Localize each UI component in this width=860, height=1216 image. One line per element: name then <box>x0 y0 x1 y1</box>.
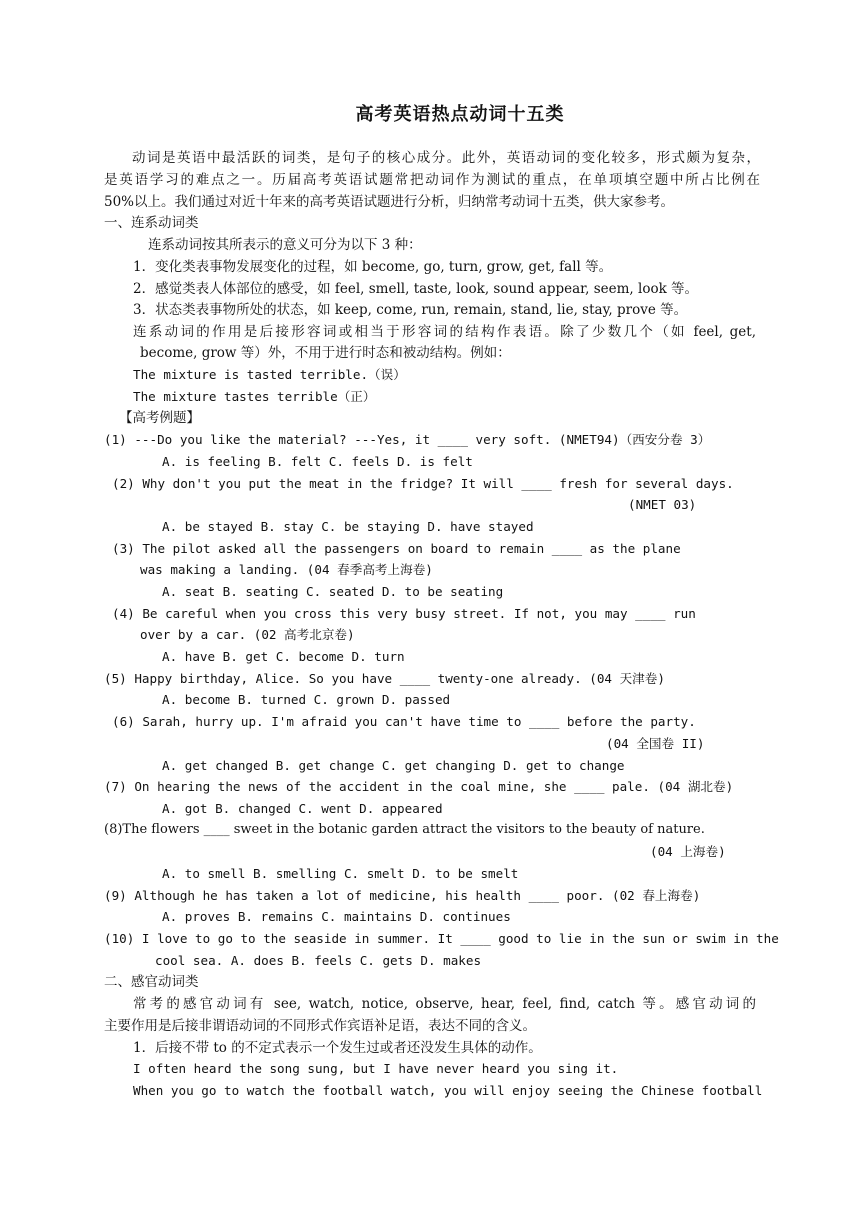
question-9: (9) Although he has taken a lot of medicine, his health ____ poor. (02 春上海卷) <box>104 888 701 903</box>
question-8-options: A. to smell B. smelling C. smelt D. to be smelt <box>162 866 519 881</box>
question-4-options: A. have B. get C. become D. turn <box>162 649 405 664</box>
question-1: (1) ---Do you like the material? ---Yes, it ____ very soft. (NMET94)（西安分卷 3） <box>104 432 711 447</box>
page-title: 高考英语热点动词十五类 <box>355 104 565 125</box>
section2-line: 主要作用是后接非谓语动词的不同形式作宾语补足语，表达不同的含义。 <box>104 1018 536 1034</box>
question-7-options: A. got B. changed C. went D. appeared <box>162 801 443 816</box>
section1-line: 1．变化类表事物发展变化的过程，如 become, go, turn, grow, get, fall 等。 <box>133 259 613 275</box>
section1-line: 3．状态类表事物所处的状态，如 keep, come, run, remain, stand, lie, stay, prove 等。 <box>133 302 688 318</box>
section2-line: I often heard the song sung, but I have never heard you sing it. <box>133 1061 619 1076</box>
question-7: (7) On hearing the news of the accident in the coal mine, she ____ pale. (04 湖北卷) <box>104 779 734 794</box>
examples-heading: 【高考例题】 <box>119 410 200 426</box>
question-6-source: (04 全国卷 II) <box>606 736 705 751</box>
intro-line-1: 动词是英语中最活跃的词类，是句子的核心成分。此外，英语动词的变化较多，形式颇为复杂， <box>132 150 760 166</box>
section1-heading: 一、连系动词类 <box>104 215 199 231</box>
question-6-options: A. get changed B. get change C. get changing D. get to change <box>162 758 625 773</box>
section2-heading: 二、感官动词类 <box>104 974 199 990</box>
section1-line: The mixture tastes terrible（正） <box>133 389 376 404</box>
question-1-options: A. is feeling B. felt C. feels D. is felt <box>162 454 473 469</box>
section1-line: become, grow 等）外，不用于进行时态和被动结构。例如： <box>140 345 511 361</box>
question-8: (8)The flowers ____ sweet in the botanic garden attract the visitors to the beauty of nature. <box>104 822 705 837</box>
section2-line: 1．后接不带 to 的不定式表示一个发生过或者还没发生具体的动作。 <box>133 1040 542 1056</box>
question-5-options: A. become B. turned C. grown D. passed <box>162 692 451 707</box>
section1-line: 连系动词的作用是后接形容词或相当于形容词的结构作表语。除了少数几个（如 feel, get, <box>133 324 756 340</box>
question-8-source: (04 上海卷) <box>650 844 726 859</box>
question-4-cont: over by a car. (02 高考北京卷) <box>140 627 355 642</box>
question-6: (6) Sarah, hurry up. I'm afraid you can't have time to ____ before the party. <box>112 714 696 729</box>
question-10-cont: cool sea. A. does B. feels C. gets D. makes <box>155 953 482 968</box>
question-3-cont: was making a landing. (04 春季高考上海卷) <box>140 562 433 577</box>
section1-line: The mixture is tasted terrible.（误） <box>133 367 406 382</box>
question-9-options: A. proves B. remains C. maintains D. continues <box>162 909 511 924</box>
question-2-options: A. be stayed B. stay C. be staying D. have stayed <box>162 519 534 534</box>
question-10: (10) I love to go to the seaside in summer. It ____ good to lie in the sun or swim in the <box>104 931 779 946</box>
section2-line: 常考的感官动词有 see, watch, notice, observe, hear, feel, find, catch 等。感官动词的 <box>133 996 756 1012</box>
section2-line: When you go to watch the football watch, you will enjoy seeing the Chinese football <box>133 1083 763 1098</box>
question-5: (5) Happy birthday, Alice. So you have ____ twenty-one already. (04 天津卷) <box>104 671 665 686</box>
question-3: (3) The pilot asked all the passengers on board to remain ____ as the plane <box>112 541 681 556</box>
question-2: (2) Why don't you put the meat in the fridge? It will ____ fresh for several days. <box>112 476 734 491</box>
intro-line-2: 是英语学习的难点之一。历届高考英语试题常把动词作为测试的重点，在单项填空题中所占比例在 <box>104 172 760 188</box>
question-2-source: (NMET 03) <box>628 497 697 512</box>
question-3-options: A. seat B. seating C. seated D. to be seating <box>162 584 504 599</box>
question-4: (4) Be careful when you cross this very busy street. If not, you may ____ run <box>112 606 696 621</box>
intro-line-3: 50%以上。我们通过对近十年来的高考英语试题进行分析，归纳常考动词十五类，供大家参考。 <box>104 194 675 210</box>
section1-line: 2．感觉类表人体部位的感受，如 feel, smell, taste, look, sound appear, seem, look 等。 <box>133 281 699 297</box>
section1-line: 连系动词按其所表示的意义可分为以下 3 种： <box>148 237 422 253</box>
